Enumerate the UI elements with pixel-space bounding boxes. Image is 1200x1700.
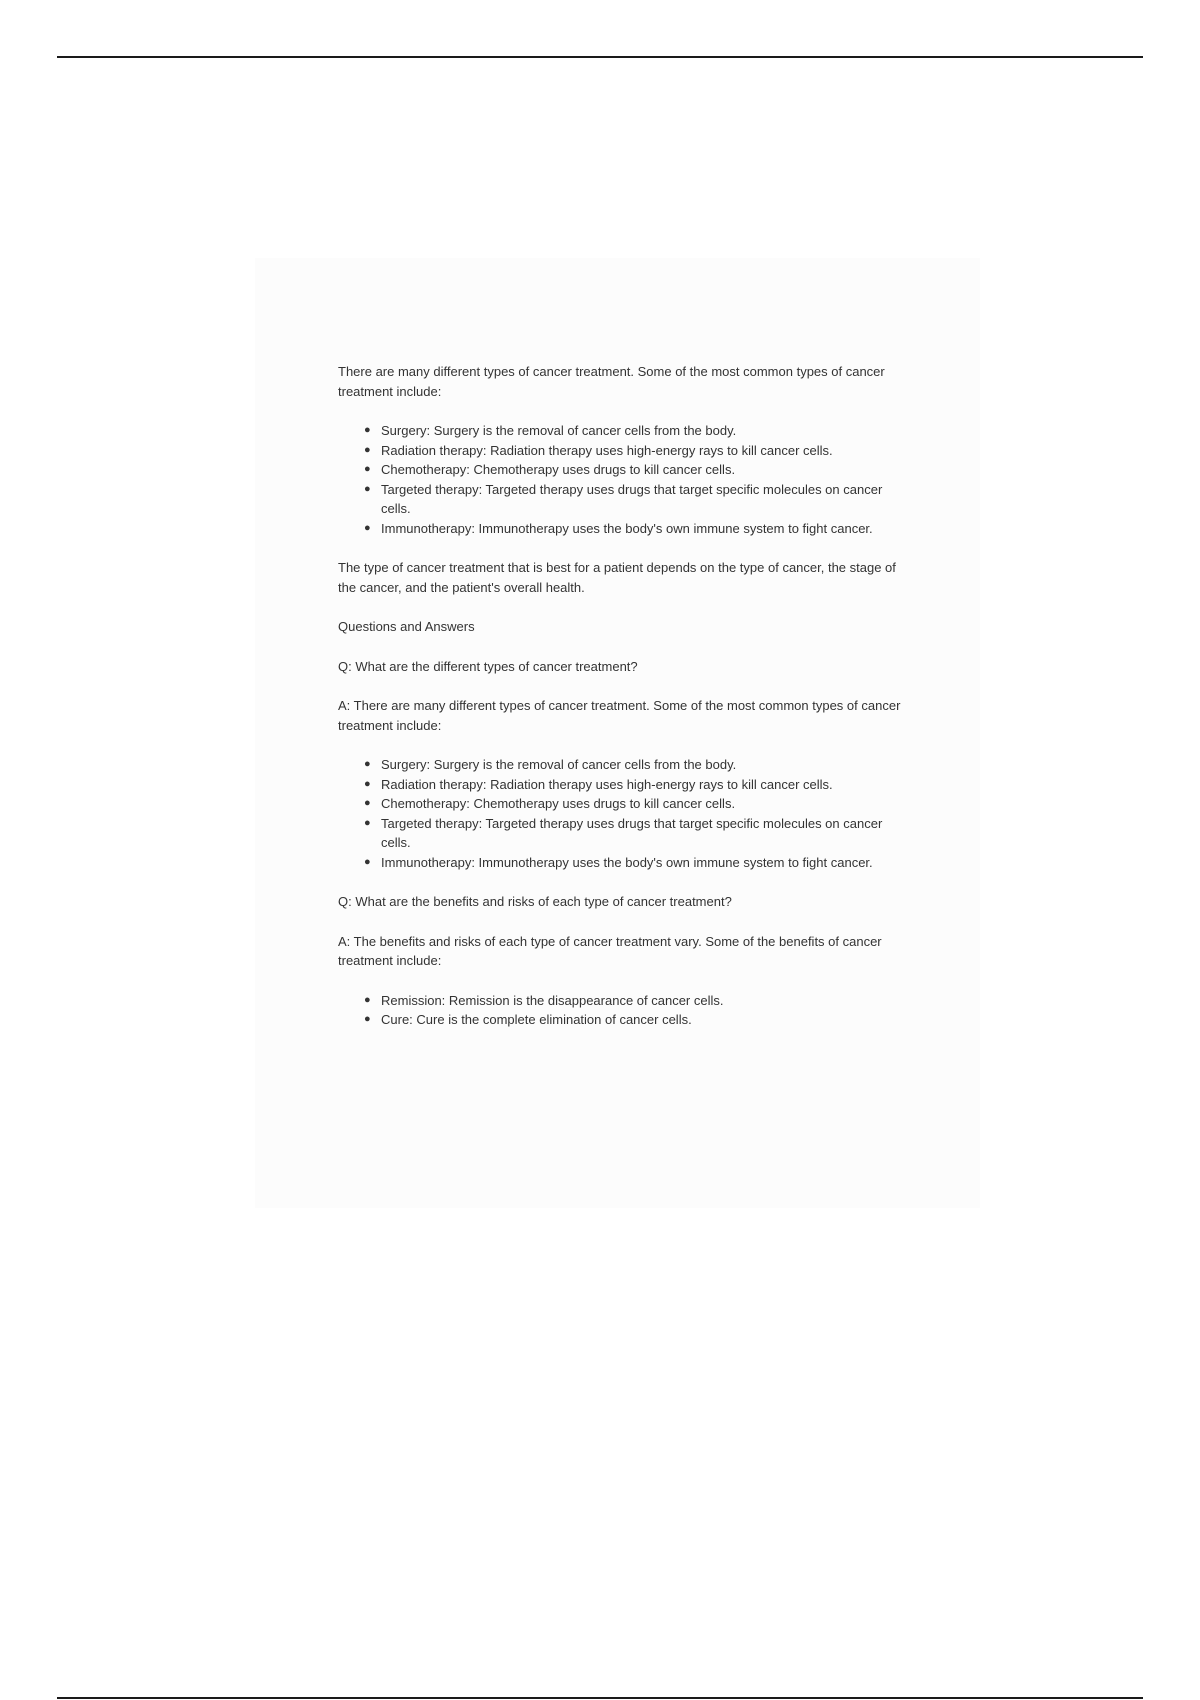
- bullet-icon: ●: [364, 463, 371, 475]
- bullet-icon: ●: [364, 993, 371, 1006]
- bullet-icon: ●: [364, 443, 371, 456]
- top-rule: [57, 56, 1143, 58]
- treatment-list-2: [338, 755, 908, 872]
- list-item: ● Radiation therapy: Radiation therapy uses high-energy rays to kill cancer cells.: [381, 441, 908, 461]
- bullet-icon: ●: [364, 424, 371, 436]
- bullet-icon: ●: [364, 521, 371, 534]
- answer-2: A: The benefits and risks of each type of cancer treatment vary. Some of the benefits of cancer treatment include:: [338, 933, 882, 968]
- intro-paragraph: There are many different types of cancer treatment. Some of the most common types of cancer treatment include:: [338, 364, 885, 399]
- bullet-icon: ●: [364, 816, 371, 829]
- bullet-icon: ●: [364, 758, 371, 770]
- question-1: Q: What are the different types of cancer treatment?: [338, 658, 638, 674]
- bullet-icon: ●: [364, 855, 371, 868]
- list-item: ● Remission: Remission is the disappearance of cancer cells.: [381, 991, 908, 1011]
- bullet-icon: ●: [364, 482, 371, 495]
- list-item: ● Targeted therapy: Targeted therapy uses drugs that target specific molecules on cancer cells.: [364, 481, 883, 516]
- list-item: ● Immunotherapy: Immunotherapy uses the body's own immune system to fight cancer.: [381, 519, 908, 539]
- list-item: ● Targeted therapy: Targeted therapy uses drugs that target specific molecules on cancer cells.: [364, 815, 883, 850]
- document-content: [338, 362, 908, 1050]
- bullet-icon: ●: [364, 797, 371, 809]
- treatment-list-1: [338, 421, 908, 538]
- best-treatment-paragraph: The type of cancer treatment that is best for a patient depends on the type of cancer, the stage of the cancer, and the patient's overall health.: [338, 560, 896, 595]
- question-2: Q: What are the benefits and risks of each type of cancer treatment?: [338, 894, 732, 909]
- bottom-rule: [57, 1697, 1143, 1699]
- list-item: ● Chemotherapy: Chemotherapy uses drugs to kill cancer cells.: [381, 460, 908, 480]
- list-item: ● Surgery: Surgery is the removal of cancer cells from the body.: [381, 755, 908, 775]
- list-item: ● Chemotherapy: Chemotherapy uses drugs to kill cancer cells.: [381, 794, 908, 814]
- list-item: ● Cure: Cure is the complete elimination of cancer cells.: [381, 1010, 908, 1030]
- list-item: ● Immunotherapy: Immunotherapy uses the body's own immune system to fight cancer.: [381, 853, 908, 873]
- list-item: ● Radiation therapy: Radiation therapy uses high-energy rays to kill cancer cells.: [381, 775, 908, 795]
- answer-1: A: There are many different types of cancer treatment. Some of the most common types of cancer treatment include:: [338, 698, 901, 733]
- qa-heading: Questions and Answers: [338, 619, 475, 634]
- bullet-icon: ●: [364, 1013, 371, 1025]
- benefits-list: [338, 991, 908, 1030]
- bullet-icon: ●: [364, 777, 371, 790]
- list-item: ● Surgery: Surgery is the removal of cancer cells from the body.: [381, 421, 908, 441]
